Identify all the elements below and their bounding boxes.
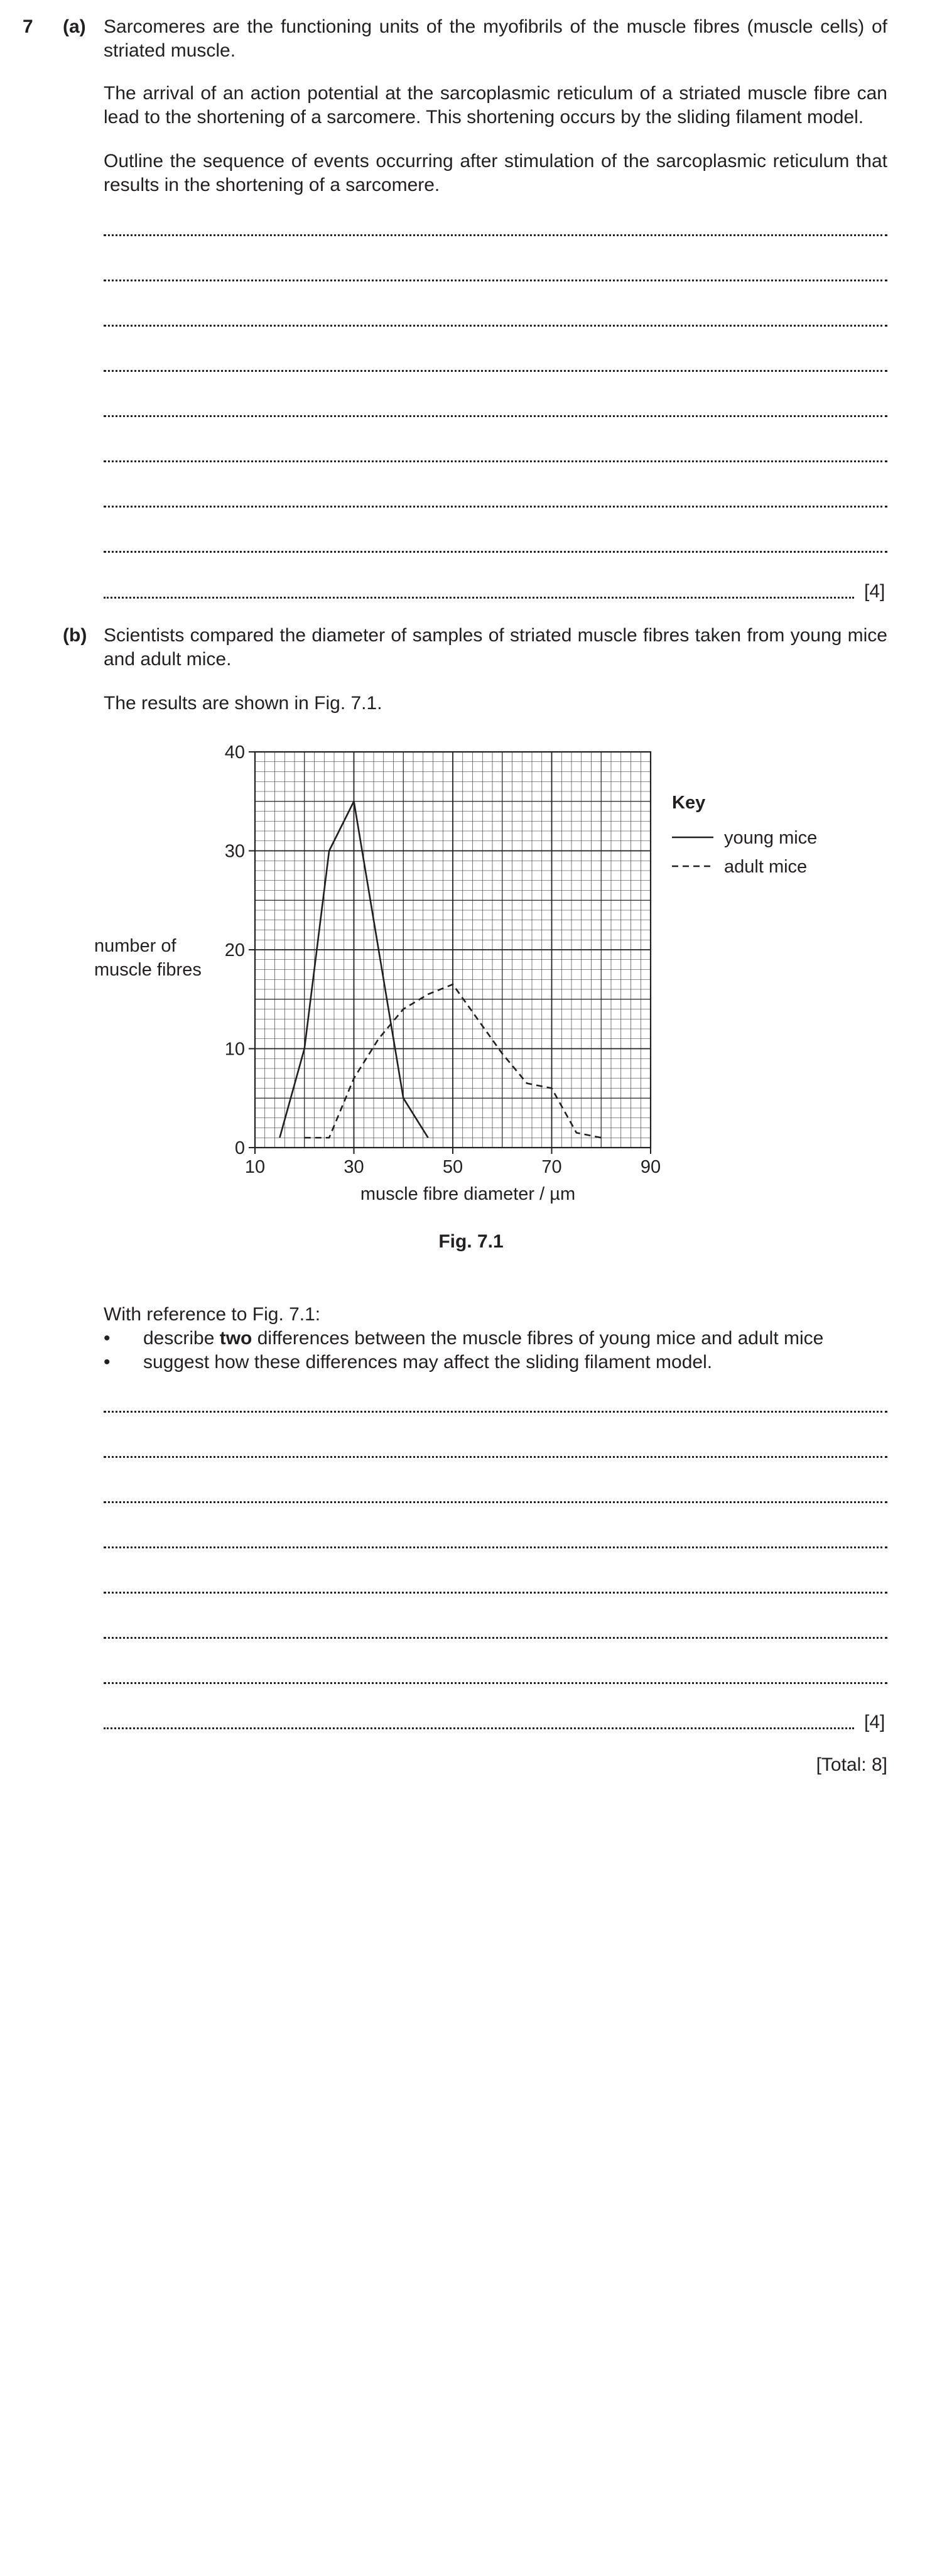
part-a-label: (a)	[63, 16, 86, 37]
part-b-para1: Scientists compared the diameter of samples of striated muscle fibres taken from young mice and adult mice.	[104, 625, 887, 670]
figure-7-1-chart	[88, 735, 867, 1225]
answer-line[interactable]	[104, 325, 887, 327]
part-b-mark: [4]	[864, 1712, 885, 1732]
answer-line[interactable]	[104, 1637, 887, 1639]
chart-grid	[255, 752, 651, 1148]
y-tick-label: 10	[224, 1039, 245, 1060]
x-tick-label: 50	[442, 1157, 463, 1177]
y-tick-label: 20	[224, 940, 245, 960]
bullet-1	[143, 1327, 887, 1350]
part-a-mark: [4]	[864, 581, 885, 602]
answer-line[interactable]	[104, 460, 887, 462]
y-axis-label-line2: muscle fibres	[94, 960, 202, 980]
answer-line[interactable]	[104, 597, 854, 599]
bullet-marker: •	[104, 1328, 111, 1349]
y-tick-label: 0	[234, 1138, 245, 1158]
bullet-1-pre: describe	[143, 1328, 220, 1349]
legend-label-young: young mice	[724, 828, 818, 848]
part-a-para1: Sarcomeres are the functioning units of the myofibrils of the muscle fibres (muscle cells) of striated muscle.	[104, 16, 887, 61]
answer-line[interactable]	[104, 1456, 887, 1458]
answer-line[interactable]	[104, 551, 887, 553]
answer-line[interactable]	[104, 1682, 887, 1684]
total-marks: [Total: 8]	[816, 1754, 887, 1775]
question-number: 7	[23, 16, 33, 37]
y-tick-label: 40	[224, 742, 245, 763]
answer-line[interactable]	[104, 1501, 887, 1503]
x-tick-label: 70	[541, 1157, 562, 1177]
answer-line[interactable]	[104, 1727, 854, 1729]
x-tick-label: 10	[244, 1157, 266, 1177]
figure-caption: Fig. 7.1	[438, 1231, 504, 1252]
answer-line[interactable]	[104, 370, 887, 372]
bullet-1-post: differences between the muscle fibres of young mice and adult mice	[252, 1328, 824, 1349]
part-b-para2: The results are shown in Fig. 7.1.	[104, 693, 382, 714]
x-tick-label: 90	[640, 1157, 661, 1177]
answer-line[interactable]	[104, 280, 887, 281]
part-a-para3: Outline the sequence of events occurring after stimulation of the sarcoplasmic reticulum that results in the shortening of a sarcomere.	[104, 151, 887, 195]
legend-label-adult: adult mice	[724, 857, 808, 877]
answer-line[interactable]	[104, 415, 887, 417]
answer-line[interactable]	[104, 234, 887, 236]
answer-line[interactable]	[104, 1592, 887, 1594]
part-a-para2: The arrival of an action potential at the sarcoplasmic reticulum of a striated muscle fibre can lead to the shortening of a sarcomere. This shortening occurs by the sliding filament model.	[104, 83, 887, 128]
y-tick-label: 30	[224, 841, 245, 862]
answer-line[interactable]	[104, 1411, 887, 1413]
bullet-1-bold: two	[219, 1328, 252, 1349]
x-axis-label: muscle fibre diameter / µm	[360, 1184, 576, 1204]
legend-title: Key	[672, 793, 706, 813]
bullet-2: suggest how these differences may affect the sliding filament model.	[143, 1352, 713, 1372]
part-b-instruction: With reference to Fig. 7.1:	[104, 1304, 321, 1325]
answer-line[interactable]	[104, 1546, 887, 1548]
bullet-marker: •	[104, 1352, 111, 1372]
chart-legend	[672, 793, 817, 877]
answer-line[interactable]	[104, 506, 887, 508]
x-tick-label: 30	[344, 1157, 364, 1177]
y-axis-label-line1: number of	[94, 936, 176, 956]
part-b-label: (b)	[63, 625, 87, 646]
